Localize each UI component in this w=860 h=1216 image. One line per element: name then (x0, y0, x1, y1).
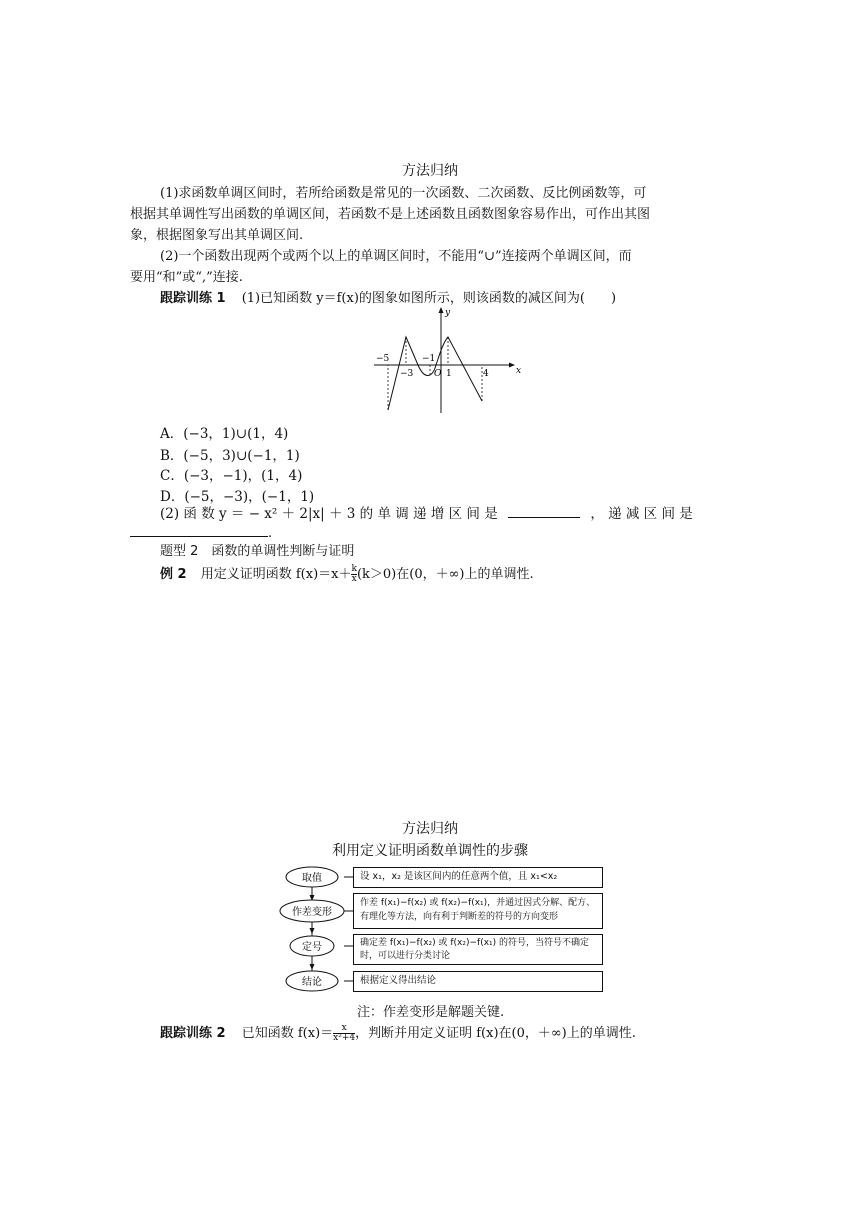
step-1-description: 设 x₁，x₂ 是该区间内的任意两个值，且 x₁<x₂ (353, 867, 603, 888)
method-paragraph-1 (160, 183, 700, 204)
example-2-text-pre: 用定义证明函数 f(x)＝x＋ (200, 567, 352, 582)
function-graph (370, 305, 520, 415)
exercise-1-text: (1)已知函数 y＝f(x)的图象如图所示，则该函数的减区间为( ) (241, 291, 617, 306)
origin-label: O (434, 369, 442, 379)
option-b: B．(−5，3)∪(−1，1) (160, 448, 300, 464)
x-axis-arrow-icon (509, 363, 515, 368)
step-4-description: 根据定义得出结论 (353, 971, 603, 992)
exercise-2-label: 跟踪训练 2 (160, 1026, 226, 1041)
y-axis-label: y (445, 308, 451, 318)
q2-text-2: ， 递 减 区 间 是 (590, 506, 693, 522)
step-4-name: 结论 (302, 977, 322, 988)
exercise-1-label: 跟踪训练 1 (160, 291, 226, 306)
arrow-down-icon (310, 928, 315, 934)
option-d: D．(−5，−3)，(−1，1) (160, 489, 315, 505)
step-3-description: 确定差 f(x₁)−f(x₂) 或 f(x₂)−f(x₁) 的符号，当符号不确定时，可以进行分类讨论 (353, 934, 603, 965)
method-summary-title: 方法归纳 (402, 163, 458, 179)
frac-denominator: x²+4 (333, 1033, 356, 1043)
step-3-name: 定号 (302, 942, 322, 953)
step-2-description: 作差 f(x₁)−f(x₂) 或 f(x₂)−f(x₁)，并通过因式分解、配方、有理化等方法，向有利于判断差的符号的方向变形 (353, 893, 603, 929)
tick-label-minus3: −3 (400, 369, 414, 379)
tick-label-1: 1 (446, 369, 452, 379)
option-a: A．(−3，1)∪(1，4) (160, 426, 289, 442)
answer-blank-increasing[interactable] (508, 503, 580, 518)
method-summary-title-2: 方法归纳 (402, 821, 458, 837)
p2-line-2: 要用“和”或“,”连接. (130, 270, 243, 285)
frac-numerator: x (341, 1023, 347, 1033)
exercise-2-text-pre: 已知函数 f(x)＝ (241, 1026, 334, 1041)
p1-line-2: 根据其单调性写出函数的单调区间，若函数不是上述函数且函数图象容易作出，可作出其图 (130, 207, 651, 222)
y-axis-arrow-icon (439, 307, 444, 313)
frac-numerator: k (351, 564, 357, 574)
answer-blank-decreasing[interactable] (130, 522, 268, 537)
option-c: C．(−3，−1)，(1，4) (160, 468, 303, 484)
exercise-2-text-post: ，判断并用定义证明 f(x)在(0，＋∞)上的单调性. (355, 1026, 636, 1041)
p2-line-1: (2)一个函数出现两个或两个以上的单调区间时，不能用“∪”连接两个单调区间，而 (160, 249, 632, 264)
x-axis-label: x (516, 366, 522, 376)
tick-label-4: 4 (483, 369, 489, 379)
q2-end: . (268, 526, 273, 541)
arrow-down-icon (310, 964, 315, 970)
step-2-name: 作差变形 (292, 907, 332, 918)
type-2-heading: 题型 2 函数的单调性判断与证明 (160, 544, 355, 559)
flowchart-note: 注：作差变形是解题关键. (357, 1005, 505, 1020)
fraction-x-over-x2-plus-4 (333, 1024, 355, 1043)
p1-line-1: (1)求函数单调区间时，若所给函数是常见的一次函数、二次函数、反比例函数等，可 (160, 186, 647, 201)
tick-label-minus5: −5 (376, 354, 390, 364)
exercise-2 (160, 1023, 740, 1044)
p1-line-3: 象，根据图象写出其单调区间. (130, 228, 304, 243)
method-summary-subtitle: 利用定义证明函数单调性的步骤 (332, 843, 528, 859)
example-2-text-post: (k＞0)在(0，＋∞)上的单调性. (356, 567, 534, 582)
frac-denominator: x (351, 574, 357, 584)
example-2 (160, 564, 720, 585)
step-1-name: 取值 (302, 873, 322, 884)
tick-label-minus1: −1 (422, 354, 436, 364)
example-2-label: 例 2 (160, 567, 187, 582)
q2-text-1: (2) 函 数 y ＝ − x² ＋ 2|x| ＋ 3 的 单 调 递 增 区 间 是 (160, 506, 498, 522)
